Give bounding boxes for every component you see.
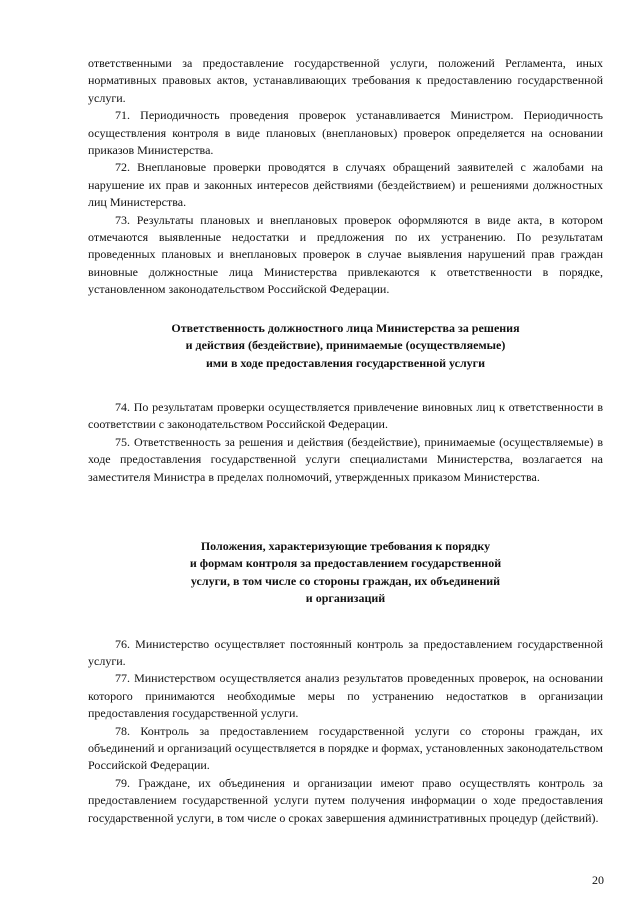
heading-line: и формам контроля за предоставлением государственной xyxy=(189,556,502,571)
paragraph-79: 79. Граждане, их объединения и организации имеют право осуществлять контроль за предоставлением государственной услуги путем получения информации о ходе предоставления государственной услуги, в том числе о сроках завершения административных процедур (действий). xyxy=(88,775,603,825)
paragraph-75: 75. Ответственность за решения и действия (бездействие), принимаемые (осуществляемые) в ходе предоставления государственной услуги специалистами Министерства, возлагается на заместителя Министра в пределах полномочий, утвержденных приказом Министерства. xyxy=(88,434,603,484)
paragraph-72: 72. Внеплановые проверки проводятся в случаях обращений заявителей с жалобами на нарушение их прав и законных интересов действиями (бездействием) и решениями должностных лиц Министерства. xyxy=(88,160,603,210)
page-content xyxy=(88,55,603,827)
page-number: 20 xyxy=(592,873,604,887)
paragraph-77: 77. Министерством осуществляется анализ результатов проведенных проверок, на основании которого принимаются необходимые меры по устранению недостатков в организации предоставления государственной услуги. xyxy=(88,671,603,721)
heading-line: ими в ходе предоставления государственной услуги xyxy=(205,355,486,370)
paragraph-73: 73. Результаты плановых и внеплановых проверок оформляются в виде акта, в котором отмечаются выявленные недостатки и предложения по их устранению. По результатам проведенных плановых и внеплановых проверок в случае выявления нарушений прав граждан виновные должностные лица Министерства привлекаются к ответственности в порядке, установленном законодательством Российской Федерации. xyxy=(88,212,603,297)
heading-line: и организаций xyxy=(305,591,386,606)
paragraph-intro: ответственными за предоставление государственной услуги, положений Регламента, иных нормативных правовых актов, устанавливающих требования к предоставлению государственной услуги. xyxy=(88,56,603,105)
paragraph-74: 74. По результатам проверки осуществляется привлечение виновных лиц к ответственности в соответствии с законодательством Российской Федерации. xyxy=(88,399,603,432)
heading-line: услуги, в том числе со стороны граждан, их объединений xyxy=(190,573,501,588)
heading-line: Положения, характеризующие требования к порядку xyxy=(200,538,491,553)
paragraph-78: 78. Контроль за предоставлением государственной услуги со стороны граждан, их объединений и организаций осуществляется в порядке и формах, установленных законодательством Российской Федерации. xyxy=(88,723,603,773)
heading-line: и действия (бездействие), принимаемые (осуществляемые) xyxy=(185,338,506,353)
section-heading-control xyxy=(88,538,603,608)
heading-line: Ответственность должностного лица Министерства за решения xyxy=(171,320,520,335)
section-heading-responsibility xyxy=(88,320,603,372)
paragraph-71: 71. Периодичность проведения проверок устанавливается Министром. Периодичность осуществления контроля в виде плановых (внеплановых) проверок определяется на основании приказов Министерства. xyxy=(88,108,603,158)
paragraph-76: 76. Министерство осуществляет постоянный контроль за предоставлением государственной услуги. xyxy=(88,636,603,668)
